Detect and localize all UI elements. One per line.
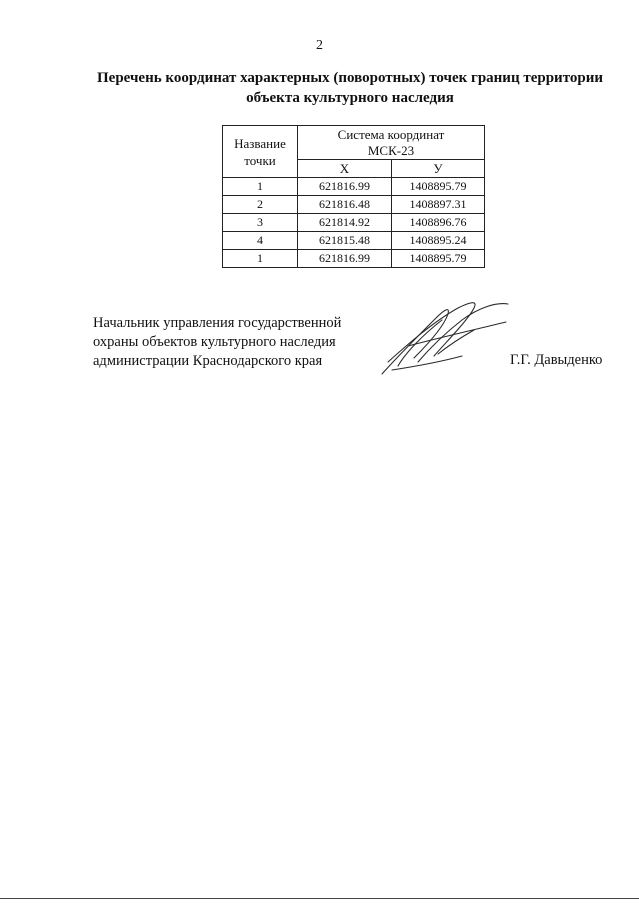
cell-x: 621814.92 — [298, 214, 392, 232]
cell-point-name: 2 — [223, 196, 298, 214]
handwritten-signature — [378, 296, 513, 378]
title-line-2: объекта культурного наследия — [246, 90, 454, 106]
table-row — [223, 196, 485, 214]
cell-x: 621816.48 — [298, 196, 392, 214]
cell-y: 1408897.31 — [392, 196, 485, 214]
cell-point-name: 4 — [223, 232, 298, 250]
signer-position-line-2: охраны объектов культурного наследия — [93, 334, 336, 350]
signer-position-line-3: администрации Краснодарского края — [93, 353, 323, 369]
signature-block — [93, 314, 383, 371]
table-row — [223, 178, 485, 196]
cell-point-name: 1 — [223, 250, 298, 268]
table-row — [223, 232, 485, 250]
document-title — [60, 68, 639, 108]
cell-y: 1408895.24 — [392, 232, 485, 250]
header-system-line-1: Система координат — [337, 126, 445, 142]
signer-name: Г.Г. Давыденко — [510, 352, 603, 368]
table-row — [223, 250, 485, 268]
cell-y: 1408895.79 — [392, 250, 485, 268]
coordinates-table — [222, 125, 485, 268]
title-line-1: Перечень координат характерных (поворотных) точек границ территории — [97, 70, 603, 86]
cell-y: 1408896.76 — [392, 214, 485, 232]
bottom-divider — [0, 898, 639, 899]
cell-x: 621816.99 — [298, 178, 392, 196]
cell-x: 621816.99 — [298, 250, 392, 268]
page-number: 2 — [316, 38, 323, 53]
cell-point-name: 1 — [223, 178, 298, 196]
header-x: X — [298, 160, 392, 178]
cell-point-name: 3 — [223, 214, 298, 232]
signer-position-line-1: Начальник управления государственной — [93, 315, 342, 331]
cell-x: 621815.48 — [298, 232, 392, 250]
table-row — [223, 214, 485, 232]
cell-y: 1408895.79 — [392, 178, 485, 196]
header-point-name — [223, 126, 298, 178]
header-y: У — [392, 160, 485, 178]
header-coordinate-system — [298, 126, 485, 160]
header-point-name-line-1: Название — [234, 135, 286, 151]
header-point-name-line-2: точки — [244, 152, 276, 168]
header-system-line-2: МСК-23 — [367, 142, 415, 158]
